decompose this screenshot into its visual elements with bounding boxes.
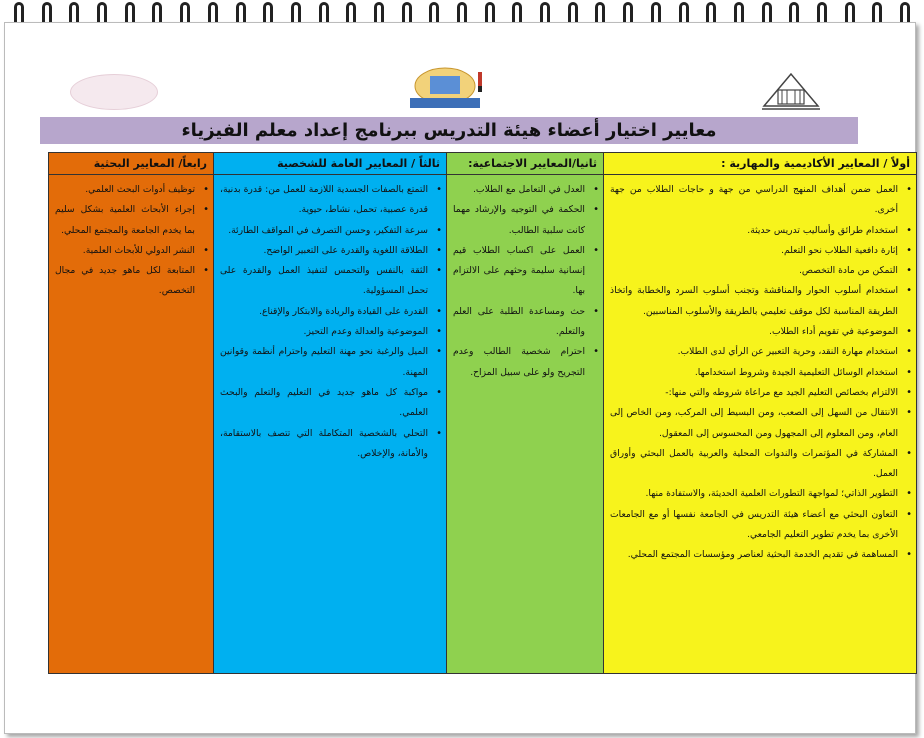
list-item: • التحلي بالشخصية المتكاملة التي تتصف بالاستقامة، والأمانة، والإخلاص.: [220, 424, 428, 465]
list-item: • استخدام أسلوب الحوار والمناقشة وتجنب أسلوب السرد والخطابة واتخاذ الطريقة المناسبة لكل موقف تعليمي بالطريقة والأسلوب المناسبين.: [610, 281, 898, 322]
list-item: • استخدام مهارة النقد، وحرية التعبير عن الرأي لدى الطلاب.: [610, 342, 898, 362]
university-logo: [760, 72, 822, 112]
list-item: • الميل والرغبة نحو مهنة التعليم واحترام أنظمة وقوانين المهنة.: [220, 342, 428, 383]
list-item: • الثقة بالنفس والتحمس لتنفيذ العمل والقدرة على تحمل المسؤولية.: [220, 261, 428, 302]
header-social: ثانيا/المعايير الاجتماعية:: [447, 153, 604, 175]
social-criteria-cell: [447, 175, 604, 674]
list-item: • المساهمة في تقديم الخدمة البحثية لعناصر ومؤسسات المجتمع المحلي.: [610, 545, 898, 565]
list-item: • التطوير الذاتي؛ لمواجهة التطورات العلمية الحديثة، والاستفادة منها.: [610, 484, 898, 504]
list-item: • العمل على اكساب الطلاب قيم إنسانية سليمة وحثهم على الالتزام بها.: [453, 241, 585, 302]
table-body-row: [49, 175, 917, 674]
list-item: • مواكبة كل ماهو جديد في التعليم والتعلم والبحث العلمي.: [220, 383, 428, 424]
list-item: • التمتع بالصفات الجسدية اللازمة للعمل من: قدرة بدنية، قدرة عصبية، تحمل، نشاط، حيوية.: [220, 180, 428, 221]
list-item: • القدرة على القيادة والريادة والابتكار والإقناع.: [220, 302, 428, 322]
list-item: • التمكن من مادة التخصص.: [610, 261, 898, 281]
table-header-row: [49, 153, 917, 175]
header-research: رابعاً/ المعايير البحثية: [49, 153, 214, 175]
quality-logo: [70, 74, 158, 110]
list-item: • الموضوعية في تقويم أداء الطلاب.: [610, 322, 898, 342]
list-item: • المتابعة لكل ماهو جديد في مجال التخصص.: [55, 261, 195, 302]
academic-criteria-list: [604, 175, 916, 566]
research-criteria-list: [49, 175, 213, 302]
academic-criteria-cell: [604, 175, 917, 674]
research-criteria-cell: [49, 175, 214, 674]
list-item: • استخدام طرائق وأساليب تدريس حديثة.: [610, 221, 898, 241]
list-item: • التعاون البحثي مع أعضاء هيئة التدريس في الجامعة نفسها أو مع الجامعات الأخرى بما يخدم تطوير التعليم الجامعي.: [610, 505, 898, 546]
list-item: • الالتزام بخصائص التعليم الجيد مع مراعاة شروطه والتي منها:-: [610, 383, 898, 403]
list-item: • الموضوعية والعدالة وعدم التحيز.: [220, 322, 428, 342]
list-item: • الحكمة في التوجيه والإرشاد مهما كانت سلبية الطالب.: [453, 200, 585, 241]
faculty-logo: [400, 62, 490, 112]
criteria-table: [48, 152, 917, 674]
social-criteria-list: [447, 175, 603, 383]
list-item: • الطلاقة اللغوية والقدرة على التعبير الواضح.: [220, 241, 428, 261]
list-item: • العدل في التعامل مع الطلاب.: [453, 180, 585, 200]
list-item: • إثارة دافعية الطلاب نحو التعلم.: [610, 241, 898, 261]
list-item: • سرعة التفكير، وحسن التصرف في المواقف الطارئة.: [220, 221, 428, 241]
header-personal: ثالثاً / المعايير العامة للشخصية: [214, 153, 447, 175]
list-item: • الانتقال من السهل إلى الصعب، ومن البسيط إلى المركب، ومن الخاص إلى العام، ومن المعلوم إلى المجهول ومن المحسوس إلى المعقول.: [610, 403, 898, 444]
list-item: • احترام شخصية الطالب وعدم التجريح ولو على سبيل المزاح.: [453, 342, 585, 383]
personal-criteria-cell: [214, 175, 447, 674]
title-bar: [40, 117, 858, 144]
header-academic: أولاً / المعايير الأكاديمية والمهارية :: [604, 153, 917, 175]
list-item: • توظيف أدوات البحث العلمي.: [55, 180, 195, 200]
list-item: • النشر الدولي للأبحاث العلمية.: [55, 241, 195, 261]
personal-criteria-list: [214, 175, 446, 464]
list-item: • إجراء الأبحاث العلمية بشكل سليم بما يخدم الجامعة والمجتمع المحلي.: [55, 200, 195, 241]
list-item: • المشاركة في المؤتمرات والندوات المحلية والعربية بالعمل البحثي وأوراق العمل.: [610, 444, 898, 485]
list-item: • حث ومساعدة الطلبة على العلم والتعلم.: [453, 302, 585, 343]
list-item: • استخدام الوسائل التعليمية الجيدة وشروط استخدامها.: [610, 363, 898, 383]
list-item: • العمل ضمن أهداف المنهج الدراسي من جهة و حاجات الطلاب من جهة أخرى.: [610, 180, 898, 221]
document-title: معايير اختيار أعضاء هيئة التدريس ببرنامج إعداد معلم الفيزياء: [181, 120, 717, 141]
